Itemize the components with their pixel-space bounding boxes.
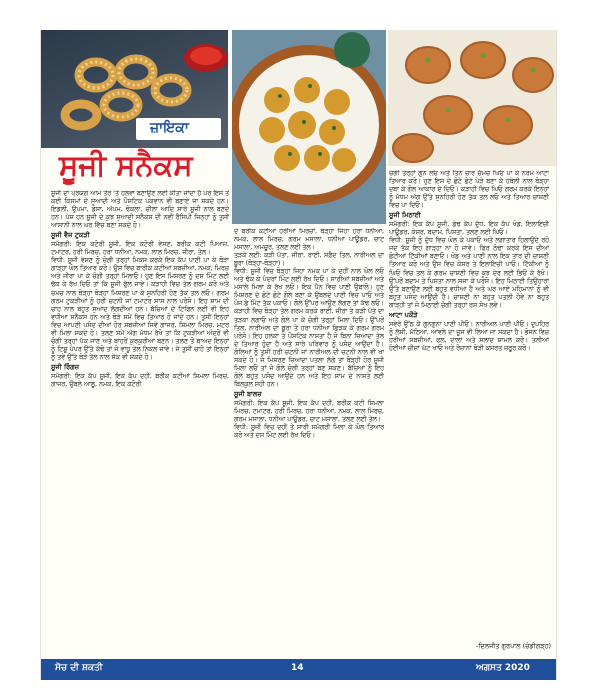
page-number: 14 [291, 663, 304, 673]
recipe-3-method: ਵਿਧੀ: ਸੂਜੀ ਵਿਚ ਦਹੀਂ ਤੇ ਸਾਰੀ ਸਮੱਗਰੀ ਮਿਲਾ ਕੇ ਘੋਲ ਤਿਆਰ ਕਰੋ ਅਤੇ ਦਸ ਮਿੰਟ ਲਈ ਰੱਖ ਦਿਓ। [234, 424, 384, 440]
tempering-ingredients: ਤੜਕੇ ਲਈ: ਕੜੀ ਪੱਤਾ, ਜੀਰਾ, ਰਾਈ, ਸਫ਼ੈਦ ਤਿਲ, ਨਾਰੀਅਲ ਦਾ ਬੂਰਾ (ਥੋੜ੍ਹਾ-ਥੋੜ੍ਹਾ)। [234, 252, 384, 268]
page-footer [41, 659, 556, 680]
recipe-3-method-cont: ਚੰਗੀ ਤਰ੍ਹਾਂ ਗੁੰਨ ਲਓ ਅਤੇ ਤਿੰਨ ਚਾਰ ਚੱਮਚ ਘਿਓ ਪਾ ਕੇ ਨਰਮ ਆਟਾ ਤਿਆਰ ਕਰੋ। ਹੁਣ ਇਸ ਦੇ ਛੋਟੇ ਛੋਟੇ ਪੇੜੇ ਬਣਾ ਕੇ ਹਥੇਲੀ ਨਾਲ ਥੋੜ੍ਹਾ ਦਬਾ ਕੇ ਗੋਲ ਆਕਾਰ ਦੇ ਦਿਓ। ਕੜਾਹੀ ਵਿਚ ਘਿਓ ਗਰਮ ਕਰਕੇ ਇਨ੍ਹਾਂ ਨੂੰ ਮੱਧਮ ਅੱਗ ਉੱਤੇ ਸੁਨਹਿਰੀ ਹੋਣ ਤੱਕ ਤਲ ਲਓ ਅਤੇ ਤਿਆਰ ਚਾਸ਼ਣੀ ਵਿਚ ਪਾ ਦਿਓ। [389, 170, 549, 210]
recipe-2-heading: ਸੂਜੀ ਰਿੰਗਜ਼ [51, 362, 80, 371]
section-label-text: ਜ਼ਾਇਕਾ [150, 120, 189, 136]
author-signature: -ਦਿਲਜੀਤ ਗੁਰਪਾਲ (ਚੰਡੀਗੜ੍ਹ) [475, 642, 551, 650]
sooji-balls-photo [232, 30, 386, 224]
magazine-page [40, 30, 557, 680]
column-3 [389, 170, 549, 640]
recipe-2-ingredients: ਸਮੱਗਰੀ: ਇਕ ਕੱਪ ਸੂਜੀ, ਇਕ ਕੱਪ ਦਹੀਂ, ਬਰੀਕ ਕਟੀਆਂ ਸ਼ਿਮਲਾ ਮਿਰਚ, ਗਾਜਰ, ਉਬਲੇ ਆਲੂ, ਨਮਕ, ਇਕ ਕਟੋਰੀ [51, 372, 229, 388]
recipe-4-heading: ਸੂਜੀ ਮਿਠਾਈ [389, 211, 421, 220]
tips-heading: ਆਟਾ ਪਕੌੜੇ [389, 310, 418, 319]
issue-date: ਅਗਸਤ 2020 [476, 663, 530, 673]
column-2 [234, 228, 384, 656]
recipe-1-ingredients: ਸਮੱਗਰੀ: ਇਕ ਕਟੋਰੀ ਸੂਜੀ, ਇਕ ਕਟੋਰੀ ਵੇਸਣ, ਬਰੀਕ ਕਟੀ ਪਿਆਜ਼, ਟਮਾਟਰ, ਹਰੀ ਮਿਰਚ, ਹਰਾ ਧਨੀਆ, ਨਮਕ, ਲਾਲ ਮਿਰਚ, ਜੀਰਾ, ਤੇਲ। [51, 241, 229, 257]
column-1 [51, 190, 229, 656]
sooji-sweets-photo [388, 30, 556, 166]
sooji-sweets-illustration [388, 30, 556, 166]
intro-paragraph: ਸੂਜੀ ਦਾ ਪ੍ਰਯੋਗ ਆਮ ਤੌਰ 'ਤੇ ਹਲਵਾ ਬਣਾਉਣ ਲਈ ਕੀਤਾ ਜਾਂਦਾ ਹੈ ਪਰ ਇਸ ਤੋਂ ਕਈ ਕਿਸਮਾਂ ਦੇ ਸੁਆਦੀ ਅਤੇ ਪੌਸ਼ਟਿਕ ਪਕਵਾਨ ਵੀ ਬਣਾਏ ਜਾ ਸਕਦੇ ਹਨ। ਇਡਲੀ, ਉਪਮਾ, ਡੋਸਾ, ਅੱਪਮ, ਢੋਕਲਾ, ਚੀਲਾ ਆਦਿ ਸਾਰੇ ਸੂਜੀ ਨਾਲ ਬਣਦੇ ਹਨ। ਪੇਸ਼ ਹਨ ਸੂਜੀ ਦੇ ਕੁਝ ਸੁਆਦੀ ਸਨੈਕਸ ਦੀ ਨਵੀਂ ਰੈਸਿਪੀ ਜਿਨ੍ਹਾਂ ਨੂੰ ਤੁਸੀਂ ਆਸਾਨੀ ਨਾਲ ਘਰ ਵਿੱਚ ਬਣਾ ਸਕਦੇ ਹੋ। [51, 190, 229, 230]
section-label [136, 118, 221, 140]
article-title: ਸੂਜੀ ਸਨੈਕਸ [59, 148, 193, 182]
recipe-2-method: ਵਿਧੀ: ਸੂਜੀ ਵਿਚ ਥੋੜ੍ਹਾ ਜਿਹਾ ਨਮਕ ਪਾ ਕੇ ਦਹੀਂ ਨਾਲ ਘੋਲ ਲਓ ਅਤੇ ਢੱਕ ਕੇ ਪੰਦਰਾਂ ਮਿੰਟ ਲਈ ਰੱਖ ਦਿਓ। ਸਾਰੀਆਂ ਸਬਜ਼ੀਆਂ ਅਤੇ ਮਸਾਲੇ ਮਿਲਾ ਕੇ ਰੱਖ ਲਓ। ਇਕ ਪੈਨ ਵਿਚ ਪਾਣੀ ਉਬਾਲੋ। ਹੁਣ ਮਿਸ਼ਰਣ ਦੇ ਛੋਟੇ ਛੋਟੇ ਗੋਲੇ ਬਣਾ ਕੇ ਉਬਲਦੇ ਪਾਣੀ ਵਿਚ ਪਾਓ ਅਤੇ ਪੰਜ ਛੇ ਮਿੰਟ ਤੱਕ ਪਕਾਓ। ਗੋਲੇ ਉੱਪਰ ਆਉਣ ਲੱਗਣ ਤਾਂ ਕੱਢ ਲਓ। ਕੜਾਹੀ ਵਿਚ ਥੋੜ੍ਹਾ ਤੇਲ ਗਰਮ ਕਰਕੇ ਰਾਈ, ਜੀਰਾ ਤੇ ਕੜੀ ਪੱਤੇ ਦਾ ਤੜਕਾ ਲਗਾਓ ਅਤੇ ਗੋਲੇ ਪਾ ਕੇ ਚੰਗੀ ਤਰ੍ਹਾਂ ਮਿਲਾ ਦਿਓ। ਉੱਪਰੋਂ ਤਿਲ, ਨਾਰੀਅਲ ਦਾ ਬੂਰਾ ਤੇ ਹਰਾ ਧਨੀਆ ਛਿੜਕ ਕੇ ਗਰਮ ਗਰਮ ਪਰੋਸੋ। ਇਹ ਹਲਕਾ ਤੇ ਪੌਸ਼ਟਿਕ ਨਾਸ਼ਤਾ ਹੈ ਜੋ ਬਿਨਾ ਜ਼ਿਆਦਾ ਤੇਲ ਦੇ ਤਿਆਰ ਹੁੰਦਾ ਹੈ ਅਤੇ ਸਾਰੇ ਪਰਿਵਾਰ ਨੂੰ ਪਸੰਦ ਆਉਂਦਾ ਹੈ। ਗੋਲਿਆਂ ਨੂੰ ਤੁਸੀਂ ਹਰੀ ਚਟਨੀ ਜਾਂ ਨਾਰੀਅਲ ਦੀ ਚਟਨੀ ਨਾਲ ਵੀ ਖਾ ਸਕਦੇ ਹੋ। ਜੇ ਮਿਸ਼ਰਣ ਜ਼ਿਆਦਾ ਪਤਲਾ ਲੱਗੇ ਤਾਂ ਥੋੜ੍ਹੀ ਹੋਰ ਸੂਜੀ ਮਿਲਾ ਲਓ ਤਾਂ ਜੋ ਗੋਲੇ ਚੰਗੀ ਤਰ੍ਹਾਂ ਬਣ ਸਕਣ। ਬੱਚਿਆਂ ਨੂੰ ਇਹ ਗੋਲੇ ਬਹੁਤ ਪਸੰਦ ਆਉਂਦੇ ਹਨ ਅਤੇ ਇਹ ਸ਼ਾਮ ਦੇ ਨਾਸ਼ਤੇ ਲਈ ਬਿਲਕੁਲ ਸਹੀ ਹਨ। [234, 268, 384, 388]
recipe-3-heading: ਸੂਜੀ ਬਾਲਜ਼ [234, 389, 262, 398]
sooji-balls-illustration [232, 30, 386, 224]
magazine-name: ਸੋਚ ਦੀ ਸ਼ਕਤੀ [55, 663, 103, 673]
recipe-1-method: ਵਿਧੀ: ਸੂਜੀ ਵੇਸਣ ਨੂੰ ਚੰਗੀ ਤਰ੍ਹਾਂ ਮਿਕਸ ਕਰਕੇ ਇਕ ਕੱਪ ਪਾਣੀ ਪਾ ਕੇ ਥੋੜਾ ਗਾੜ੍ਹਾ ਘੋਲ ਤਿਆਰ ਕਰੋ। ਉਸ ਵਿਚ ਬਾਰੀਕ ਕਟੀਆਂ ਸਬਜ਼ੀਆਂ, ਨਮਕ, ਮਿਰਚ ਅਤੇ ਜੀਰਾ ਪਾ ਕੇ ਚੰਗੀ ਤਰ੍ਹਾਂ ਮਿਲਾਓ। ਹੁਣ ਇਸ ਮਿਸ਼ਰਣ ਨੂੰ ਦਸ ਮਿੰਟ ਲਈ ਢੱਕ ਕੇ ਰੱਖ ਦਿਓ ਤਾਂ ਕਿ ਸੂਜੀ ਫੁੱਲ ਜਾਵੇ। ਕੜਾਹੀ ਵਿਚ ਤੇਲ ਗਰਮ ਕਰੋ ਅਤੇ ਚਮਚ ਨਾਲ ਥੋੜ੍ਹਾ ਥੋੜ੍ਹਾ ਮਿਸ਼ਰਣ ਪਾ ਕੇ ਸੁਨਹਿਰੀ ਹੋਣ ਤੱਕ ਤਲ ਲਓ। ਗਰਮ ਗਰਮ ਟੁਕੜੀਆਂ ਨੂੰ ਹਰੀ ਚਟਨੀ ਜਾਂ ਟਮਾਟਰ ਸਾਸ ਨਾਲ ਪਰੋਸੋ। ਇਹ ਸ਼ਾਮ ਦੀ ਚਾਹ ਨਾਲ ਬਹੁਤ ਸੁਆਦ ਲੱਗਦੀਆਂ ਹਨ। ਬੱਚਿਆਂ ਦੇ ਟਿਫਿਨ ਲਈ ਵੀ ਇਹ ਵਧੀਆ ਸਨੈਕਸ ਹਨ ਅਤੇ ਥੋੜੇ ਸਮੇਂ ਵਿਚ ਤਿਆਰ ਹੋ ਜਾਂਦੇ ਹਨ। ਤੁਸੀਂ ਇਨ੍ਹਾਂ ਵਿਚ ਆਪਣੀ ਪਸੰਦ ਦੀਆਂ ਹੋਰ ਸਬਜ਼ੀਆਂ ਜਿਵੇਂ ਗਾਜਰ, ਸ਼ਿਮਲਾ ਮਿਰਚ, ਮਟਰ ਵੀ ਮਿਲਾ ਸਕਦੇ ਹੋ। ਤਲਣ ਸਮੇਂ ਅੱਗ ਮੱਧਮ ਰੱਖੋ ਤਾਂ ਕਿ ਟੁਕੜੀਆਂ ਅੰਦਰੋਂ ਵੀ ਚੰਗੀ ਤਰ੍ਹਾਂ ਪੱਕ ਜਾਣ ਅਤੇ ਬਾਹਰੋਂ ਕੁਰਕੁਰੀਆਂ ਬਣਨ। ਤਲਣ ਤੋਂ ਬਾਅਦ ਇਨ੍ਹਾਂ ਨੂੰ ਟਿਸ਼ੂ ਪੇਪਰ ਉੱਤੇ ਕੱਢੋ ਤਾਂ ਜੋ ਵਾਧੂ ਤੇਲ ਨਿਕਲ ਜਾਵੇ। ਜੇ ਤੁਸੀਂ ਚਾਹੋ ਤਾਂ ਇਨ੍ਹਾਂ ਨੂੰ ਤਵੇ ਉੱਤੇ ਥੋੜੇ ਤੇਲ ਨਾਲ ਸੇਕ ਵੀ ਸਕਦੇ ਹੋ। [51, 257, 229, 361]
recipe-3-ingredients: ਸਮੱਗਰੀ: ਇਕ ਕੱਪ ਸੂਜੀ, ਇਕ ਕੱਪ ਦਹੀਂ, ਬਰੀਕ ਕਟੀ ਸ਼ਿਮਲਾ ਮਿਰਚ, ਟਮਾਟਰ, ਹਰੀ ਮਿਰਚ, ਹਰਾ ਧਨੀਆ, ਨਮਕ, ਲਾਲ ਮਿਰਚ, ਗਰਮ ਮਸਾਲਾ, ਧਨੀਆ ਪਾਊਡਰ, ਚਾਟ ਮਸਾਲਾ, ਤਲਣ ਲਈ ਤੇਲ। [234, 399, 384, 424]
recipe-4-method: ਵਿਧੀ: ਸੂਜੀ ਨੂੰ ਦੁੱਧ ਵਿਚ ਘੋਲ ਕੇ ਪਕਾਓ ਅਤੇ ਲਗਾਤਾਰ ਹਿਲਾਉਂਦੇ ਰਹੋ ਜਦ ਤੱਕ ਇਹ ਗਾੜ੍ਹਾ ਨਾ ਹੋ ਜਾਵੇ। ਫਿਰ ਠੰਢਾ ਕਰਕੇ ਇਸ ਦੀਆਂ ਛੋਟੀਆਂ ਟਿੱਕੀਆਂ ਬਣਾਓ। ਖੰਡ ਅਤੇ ਪਾਣੀ ਨਾਲ ਇਕ ਤਾਰ ਦੀ ਚਾਸ਼ਣੀ ਤਿਆਰ ਕਰੋ ਅਤੇ ਉਸ ਵਿਚ ਕੇਸਰ ਤੇ ਇਲਾਇਚੀ ਪਾਓ। ਟਿੱਕੀਆਂ ਨੂੰ ਘਿਓ ਵਿਚ ਤਲ ਕੇ ਗਰਮ ਚਾਸ਼ਣੀ ਵਿਚ ਕੁਝ ਦੇਰ ਲਈ ਭਿਓਂ ਕੇ ਰੱਖੋ। ਉੱਪਰੋਂ ਬਦਾਮ ਤੇ ਪਿਸਤਾ ਨਾਲ ਸਜਾ ਕੇ ਪਰੋਸੋ। ਇਹ ਮਿਠਾਈ ਤਿਉਹਾਰਾਂ ਉੱਤੇ ਬਣਾਉਣ ਲਈ ਬਹੁਤ ਵਧੀਆ ਹੈ ਅਤੇ ਘਰ ਆਏ ਮਹਿਮਾਨਾਂ ਨੂੰ ਵੀ ਬਹੁਤ ਪਸੰਦ ਆਉਂਦੀ ਹੈ। ਚਾਸ਼ਣੀ ਨਾ ਬਹੁਤ ਪਤਲੀ ਹੋਵੇ ਨਾ ਬਹੁਤ ਗਾੜ੍ਹੀ ਤਾਂ ਜੋ ਮਿਠਾਈ ਚੰਗੀ ਤਰ੍ਹਾਂ ਰਸ ਸੋਖ ਲਵੇ। [389, 237, 549, 309]
recipe-4-ingredients: ਸਮੱਗਰੀ: ਇਕ ਕੱਪ ਸੂਜੀ, ਡੇਢ ਕੱਪ ਦੁੱਧ, ਇਕ ਕੱਪ ਖੰਡ, ਇਲਾਇਚੀ ਪਾਊਡਰ, ਕੇਸਰ, ਬਦਾਮ, ਪਿਸਤਾ, ਤਲਣ ਲਈ ਘਿਓ। [389, 221, 549, 237]
recipe-2-ingredients-cont: ਦੋ ਬਰੀਕ ਕਟੀਆਂ ਹਰੀਆਂ ਮਿਰਚਾਂ, ਥੋੜ੍ਹਾ ਜਿਹਾ ਹਰਾ ਧਨੀਆ, ਨਮਕ, ਲਾਲ ਮਿਰਚ, ਗਰਮ ਮਸਾਲਾ, ਧਨੀਆ ਪਾਊਡਰ, ਚਾਟ ਮਸਾਲਾ, ਅਮਚੂਰ, ਤਲਣ ਲਈ ਤੇਲ। [234, 228, 384, 252]
recipe-1-heading: ਸੂਜੀ ਵੈਜ ਟੁਕੜੀ [51, 231, 90, 240]
tips-text: ਸਵੇਰੇ ਉੱਠ ਕੇ ਗੁਨਗੁਨਾ ਪਾਣੀ ਪੀਓ। ਨਾਰੀਅਲ ਪਾਣੀ ਪੀਓ। ਦੁਪਹਿਰ ਨੂੰ ਲੱਸੀ, ਮੱਠਿਆਂ, ਆਂਵਲੇ ਦਾ ਜੂਸ ਵੀ ਲਿਆ ਜਾ ਸਕਦਾ ਹੈ। ਭੋਜਨ ਵਿਚ ਹਰੀਆਂ ਸਬਜ਼ੀਆਂ, ਫਲ, ਦਾਲਾਂ ਅਤੇ ਸਲਾਦ ਸ਼ਾਮਲ ਕਰੋ। ਤਲੀਆਂ ਹੋਈਆਂ ਚੀਜ਼ਾਂ ਘੱਟ ਖਾਓ ਅਤੇ ਰੋਜ਼ਾਨਾ ਥੋੜੀ ਕਸਰਤ ਜ਼ਰੂਰ ਕਰੋ। [389, 320, 549, 352]
